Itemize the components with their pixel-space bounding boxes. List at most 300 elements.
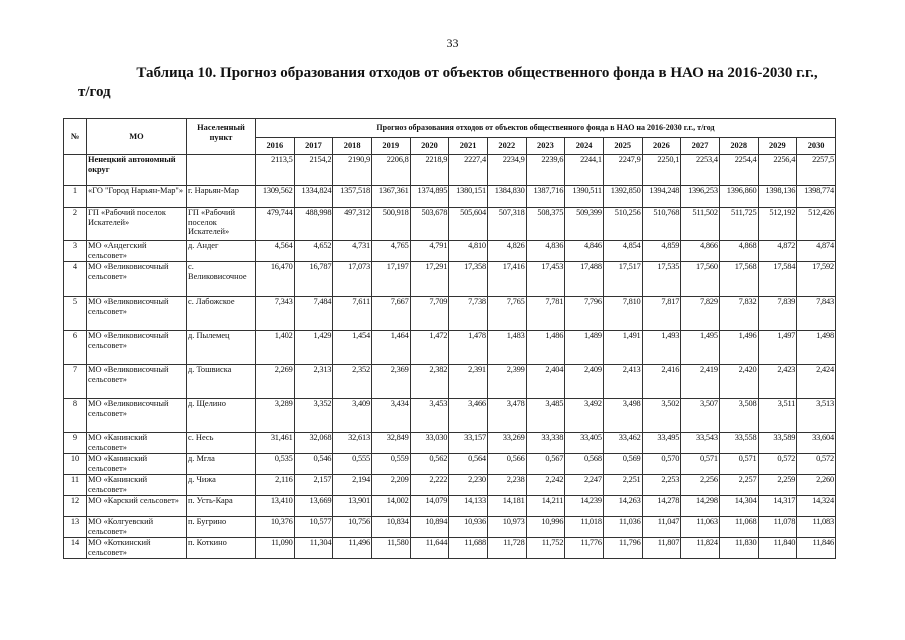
value-cell: 2,116 (256, 475, 295, 496)
value-cell: 4,866 (681, 241, 720, 262)
value-cell: 3,478 (487, 399, 526, 433)
value-cell: 2,222 (410, 475, 449, 496)
value-cell: 1,493 (642, 331, 681, 365)
year-header: 2026 (642, 138, 681, 155)
value-cell: 4,872 (758, 241, 797, 262)
value-cell: 11,752 (526, 538, 565, 559)
row-number: 10 (64, 454, 87, 475)
value-cell: 10,996 (526, 517, 565, 538)
value-cell: 4,854 (603, 241, 642, 262)
value-cell: 0,572 (797, 454, 836, 475)
value-cell: 497,312 (333, 208, 372, 241)
value-cell: 1380,151 (449, 186, 488, 208)
value-cell: 2113,5 (256, 155, 295, 186)
value-cell: 4,731 (333, 241, 372, 262)
row-number: 2 (64, 208, 87, 241)
value-cell: 7,817 (642, 297, 681, 331)
value-cell: 1,472 (410, 331, 449, 365)
value-cell: 0,562 (410, 454, 449, 475)
table-row (64, 241, 836, 262)
value-cell: 1,498 (797, 331, 836, 365)
value-cell: 1,464 (371, 331, 410, 365)
value-cell: 2,242 (526, 475, 565, 496)
municipality-cell: МО «Канинский сельсовет» (87, 475, 187, 496)
value-cell: 33,405 (565, 433, 604, 454)
value-cell: 11,824 (681, 538, 720, 559)
settlement-cell (187, 155, 256, 186)
value-cell: 10,973 (487, 517, 526, 538)
value-cell: 1398,136 (758, 186, 797, 208)
settlement-cell: д. Тошвиска (187, 365, 256, 399)
value-cell: 479,744 (256, 208, 295, 241)
settlement-cell: г. Нарьян-Мар (187, 186, 256, 208)
value-cell: 4,564 (256, 241, 295, 262)
municipality-cell: МО «Великовисочный сельсовет» (87, 399, 187, 433)
value-cell: 11,063 (681, 517, 720, 538)
value-cell: 11,090 (256, 538, 295, 559)
table-row (64, 433, 836, 454)
value-cell: 1367,361 (371, 186, 410, 208)
value-cell: 10,756 (333, 517, 372, 538)
row-number: 1 (64, 186, 87, 208)
value-cell: 4,868 (719, 241, 758, 262)
municipality-cell: МО «Великовисочный сельсовет» (87, 262, 187, 297)
value-cell: 2,420 (719, 365, 758, 399)
value-cell: 3,511 (758, 399, 797, 433)
settlement-cell: д. Чижа (187, 475, 256, 496)
value-cell: 2,157 (294, 475, 333, 496)
value-cell: 11,688 (449, 538, 488, 559)
value-cell: 505,604 (449, 208, 488, 241)
value-cell: 7,810 (603, 297, 642, 331)
value-cell: 11,728 (487, 538, 526, 559)
value-cell: 14,133 (449, 496, 488, 517)
value-cell: 33,558 (719, 433, 758, 454)
value-cell: 32,613 (333, 433, 372, 454)
value-cell: 1,489 (565, 331, 604, 365)
value-cell: 17,517 (603, 262, 642, 297)
value-cell: 14,317 (758, 496, 797, 517)
value-cell: 4,826 (487, 241, 526, 262)
value-cell: 11,078 (758, 517, 797, 538)
table-body (64, 155, 836, 559)
value-cell: 2154,2 (294, 155, 333, 186)
value-cell: 510,768 (642, 208, 681, 241)
settlement-cell: с. Несь (187, 433, 256, 454)
value-cell: 17,073 (333, 262, 372, 297)
value-cell: 1,402 (256, 331, 295, 365)
table-row (64, 399, 836, 433)
value-cell: 2,391 (449, 365, 488, 399)
value-cell: 488,998 (294, 208, 333, 241)
value-cell: 0,572 (758, 454, 797, 475)
row-number: 14 (64, 538, 87, 559)
value-cell: 1384,830 (487, 186, 526, 208)
value-cell: 17,197 (371, 262, 410, 297)
value-cell: 17,358 (449, 262, 488, 297)
value-cell: 2,238 (487, 475, 526, 496)
table-title-line-2: т/год (78, 84, 111, 100)
value-cell: 13,669 (294, 496, 333, 517)
value-cell: 33,030 (410, 433, 449, 454)
value-cell: 4,874 (797, 241, 836, 262)
value-cell: 2,269 (256, 365, 295, 399)
value-cell: 14,304 (719, 496, 758, 517)
value-cell: 13,410 (256, 496, 295, 517)
header-row (64, 119, 836, 138)
value-cell: 2,251 (603, 475, 642, 496)
value-cell: 2,416 (642, 365, 681, 399)
value-cell: 11,776 (565, 538, 604, 559)
value-cell: 11,846 (797, 538, 836, 559)
value-cell: 4,836 (526, 241, 565, 262)
value-cell: 33,269 (487, 433, 526, 454)
header-forecast: Прогноз образования отходов от объектов общественного фонда в НАО на 2016-2030 г.г., т/год (256, 119, 836, 138)
year-header: 2017 (294, 138, 333, 155)
value-cell: 14,239 (565, 496, 604, 517)
value-cell: 1398,774 (797, 186, 836, 208)
value-cell: 2,260 (797, 475, 836, 496)
value-cell: 2,256 (681, 475, 720, 496)
value-cell: 17,535 (642, 262, 681, 297)
year-header: 2021 (449, 138, 488, 155)
value-cell: 11,083 (797, 517, 836, 538)
value-cell: 16,787 (294, 262, 333, 297)
value-cell: 2227,4 (449, 155, 488, 186)
value-cell: 2244,1 (565, 155, 604, 186)
table-row (64, 365, 836, 399)
settlement-cell: с. Великовисочное (187, 262, 256, 297)
value-cell: 17,560 (681, 262, 720, 297)
value-cell: 2206,8 (371, 155, 410, 186)
value-cell: 2234,9 (487, 155, 526, 186)
year-header: 2022 (487, 138, 526, 155)
value-cell: 2,409 (565, 365, 604, 399)
value-cell: 17,592 (797, 262, 836, 297)
value-cell: 4,846 (565, 241, 604, 262)
value-cell: 2,259 (758, 475, 797, 496)
value-cell: 2247,9 (603, 155, 642, 186)
value-cell: 3,409 (333, 399, 372, 433)
value-cell: 1,497 (758, 331, 797, 365)
value-cell: 7,343 (256, 297, 295, 331)
value-cell: 508,375 (526, 208, 565, 241)
value-cell: 1387,716 (526, 186, 565, 208)
value-cell: 2,424 (797, 365, 836, 399)
value-cell: 3,485 (526, 399, 565, 433)
table-row (64, 475, 836, 496)
value-cell: 1309,562 (256, 186, 295, 208)
settlement-cell: д. Мгла (187, 454, 256, 475)
value-cell: 7,484 (294, 297, 333, 331)
value-cell: 4,810 (449, 241, 488, 262)
header-num: № (64, 119, 87, 155)
value-cell: 11,047 (642, 517, 681, 538)
value-cell: 3,492 (565, 399, 604, 433)
value-cell: 16,470 (256, 262, 295, 297)
value-cell: 0,570 (642, 454, 681, 475)
value-cell: 32,849 (371, 433, 410, 454)
value-cell: 14,263 (603, 496, 642, 517)
row-number: 8 (64, 399, 87, 433)
municipality-cell: МО «Канинский сельсовет» (87, 454, 187, 475)
year-header: 2023 (526, 138, 565, 155)
value-cell: 2,352 (333, 365, 372, 399)
value-cell: 33,589 (758, 433, 797, 454)
value-cell: 11,830 (719, 538, 758, 559)
year-header: 2016 (256, 138, 295, 155)
value-cell: 511,502 (681, 208, 720, 241)
value-cell: 33,604 (797, 433, 836, 454)
municipality-cell: МО «Канинский сельсовет» (87, 433, 187, 454)
value-cell: 7,832 (719, 297, 758, 331)
year-header: 2019 (371, 138, 410, 155)
table-title (78, 64, 858, 102)
value-cell: 3,352 (294, 399, 333, 433)
table-row (64, 262, 836, 297)
table-row (64, 538, 836, 559)
value-cell: 512,192 (758, 208, 797, 241)
value-cell: 1,491 (603, 331, 642, 365)
value-cell: 33,495 (642, 433, 681, 454)
value-cell: 2239,6 (526, 155, 565, 186)
value-cell: 2,399 (487, 365, 526, 399)
row-number (64, 155, 87, 186)
value-cell: 1334,824 (294, 186, 333, 208)
value-cell: 1,483 (487, 331, 526, 365)
value-cell: 13,901 (333, 496, 372, 517)
value-cell: 11,068 (719, 517, 758, 538)
value-cell: 14,181 (487, 496, 526, 517)
row-number: 11 (64, 475, 87, 496)
row-number: 6 (64, 331, 87, 365)
table-row (64, 454, 836, 475)
value-cell: 17,416 (487, 262, 526, 297)
value-cell: 10,577 (294, 517, 333, 538)
row-number: 5 (64, 297, 87, 331)
value-cell: 0,535 (256, 454, 295, 475)
value-cell: 14,211 (526, 496, 565, 517)
value-cell: 2256,4 (758, 155, 797, 186)
value-cell: 0,571 (719, 454, 758, 475)
value-cell: 2,257 (719, 475, 758, 496)
settlement-cell: д. Щелино (187, 399, 256, 433)
value-cell: 2190,9 (333, 155, 372, 186)
value-cell: 1,429 (294, 331, 333, 365)
page-number: 33 (446, 36, 459, 50)
value-cell: 2,209 (371, 475, 410, 496)
settlement-cell: д. Пылемец (187, 331, 256, 365)
value-cell: 33,338 (526, 433, 565, 454)
value-cell: 10,376 (256, 517, 295, 538)
table-row (64, 331, 836, 365)
value-cell: 17,488 (565, 262, 604, 297)
value-cell: 14,079 (410, 496, 449, 517)
value-cell: 2254,4 (719, 155, 758, 186)
value-cell: 1357,518 (333, 186, 372, 208)
settlement-cell: д. Андег (187, 241, 256, 262)
municipality-cell: МО «Великовисочный сельсовет» (87, 331, 187, 365)
value-cell: 3,498 (603, 399, 642, 433)
value-cell: 0,546 (294, 454, 333, 475)
year-header: 2027 (681, 138, 720, 155)
value-cell: 3,513 (797, 399, 836, 433)
row-number: 7 (64, 365, 87, 399)
value-cell: 4,765 (371, 241, 410, 262)
value-cell: 1,496 (719, 331, 758, 365)
value-cell: 14,002 (371, 496, 410, 517)
header-place: Населенный пункт (187, 119, 256, 155)
value-cell: 33,543 (681, 433, 720, 454)
value-cell: 2,230 (449, 475, 488, 496)
value-cell: 3,434 (371, 399, 410, 433)
row-number: 4 (64, 262, 87, 297)
value-cell: 7,765 (487, 297, 526, 331)
value-cell: 7,839 (758, 297, 797, 331)
table-row (64, 496, 836, 517)
value-cell: 500,918 (371, 208, 410, 241)
municipality-cell: МО «Великовисочный сельсовет» (87, 365, 187, 399)
value-cell: 2257,5 (797, 155, 836, 186)
value-cell: 33,462 (603, 433, 642, 454)
settlement-cell: ГП «Рабочий поселок Искателей» (187, 208, 256, 241)
row-number: 12 (64, 496, 87, 517)
municipality-cell: «ГО "Город Нарьян-Мар"» (87, 186, 187, 208)
value-cell: 512,426 (797, 208, 836, 241)
value-cell: 0,559 (371, 454, 410, 475)
value-cell: 1,486 (526, 331, 565, 365)
table-row (64, 155, 836, 186)
year-header: 2018 (333, 138, 372, 155)
value-cell: 7,796 (565, 297, 604, 331)
value-cell: 10,894 (410, 517, 449, 538)
settlement-cell: п. Бугрино (187, 517, 256, 538)
value-cell: 17,568 (719, 262, 758, 297)
value-cell: 10,936 (449, 517, 488, 538)
row-number: 13 (64, 517, 87, 538)
value-cell: 511,725 (719, 208, 758, 241)
year-header: 2025 (603, 138, 642, 155)
value-cell: 2,382 (410, 365, 449, 399)
table-row (64, 297, 836, 331)
value-cell: 2218,9 (410, 155, 449, 186)
value-cell: 4,791 (410, 241, 449, 262)
value-cell: 17,453 (526, 262, 565, 297)
value-cell: 14,324 (797, 496, 836, 517)
value-cell: 3,289 (256, 399, 295, 433)
municipality-cell: Ненецкий автономный округ (87, 155, 187, 186)
table-row (64, 517, 836, 538)
value-cell: 7,781 (526, 297, 565, 331)
table-row (64, 186, 836, 208)
municipality-cell: МО «Карский сельсовет» (87, 496, 187, 517)
value-cell: 7,611 (333, 297, 372, 331)
value-cell: 17,584 (758, 262, 797, 297)
value-cell: 7,843 (797, 297, 836, 331)
value-cell: 7,829 (681, 297, 720, 331)
row-number: 9 (64, 433, 87, 454)
value-cell: 3,466 (449, 399, 488, 433)
value-cell: 1396,860 (719, 186, 758, 208)
year-header: 2030 (797, 138, 836, 155)
value-cell: 2,313 (294, 365, 333, 399)
value-cell: 10,834 (371, 517, 410, 538)
header-mo: МО (87, 119, 187, 155)
value-cell: 33,157 (449, 433, 488, 454)
value-cell: 2,369 (371, 365, 410, 399)
value-cell: 0,564 (449, 454, 488, 475)
value-cell: 0,568 (565, 454, 604, 475)
value-cell: 0,566 (487, 454, 526, 475)
value-cell: 1,495 (681, 331, 720, 365)
value-cell: 0,571 (681, 454, 720, 475)
year-header: 2028 (719, 138, 758, 155)
value-cell: 11,796 (603, 538, 642, 559)
value-cell: 2,413 (603, 365, 642, 399)
value-cell: 17,291 (410, 262, 449, 297)
value-cell: 507,318 (487, 208, 526, 241)
value-cell: 14,298 (681, 496, 720, 517)
value-cell: 1394,248 (642, 186, 681, 208)
value-cell: 7,709 (410, 297, 449, 331)
value-cell: 0,567 (526, 454, 565, 475)
value-cell: 3,502 (642, 399, 681, 433)
settlement-cell: с. Лабожское (187, 297, 256, 331)
year-header: 2020 (410, 138, 449, 155)
value-cell: 14,278 (642, 496, 681, 517)
value-cell: 7,738 (449, 297, 488, 331)
value-cell: 11,496 (333, 538, 372, 559)
value-cell: 3,507 (681, 399, 720, 433)
municipality-cell: МО «Коткинский сельсовет» (87, 538, 187, 559)
value-cell: 2,194 (333, 475, 372, 496)
table-title-line-1: Таблица 10. Прогноз образования отходов от объектов общественного фонда в НАО на 2016-2030 г.г., (136, 65, 818, 81)
value-cell: 11,807 (642, 538, 681, 559)
municipality-cell: ГП «Рабочий поселок Искателей» (87, 208, 187, 241)
value-cell: 7,667 (371, 297, 410, 331)
table-row (64, 208, 836, 241)
value-cell: 32,068 (294, 433, 333, 454)
value-cell: 11,036 (603, 517, 642, 538)
value-cell: 2,253 (642, 475, 681, 496)
value-cell: 2,419 (681, 365, 720, 399)
value-cell: 11,018 (565, 517, 604, 538)
value-cell: 3,453 (410, 399, 449, 433)
municipality-cell: МО «Великовисочный сельсовет» (87, 297, 187, 331)
value-cell: 0,569 (603, 454, 642, 475)
value-cell: 2253,4 (681, 155, 720, 186)
row-number: 3 (64, 241, 87, 262)
value-cell: 503,678 (410, 208, 449, 241)
value-cell: 1,478 (449, 331, 488, 365)
value-cell: 510,256 (603, 208, 642, 241)
value-cell: 2,404 (526, 365, 565, 399)
value-cell: 0,555 (333, 454, 372, 475)
value-cell: 31,461 (256, 433, 295, 454)
value-cell: 1396,253 (681, 186, 720, 208)
settlement-cell: п. Усть-Кара (187, 496, 256, 517)
value-cell: 11,304 (294, 538, 333, 559)
settlement-cell: п. Коткино (187, 538, 256, 559)
value-cell: 2250,1 (642, 155, 681, 186)
value-cell: 11,644 (410, 538, 449, 559)
value-cell: 2,247 (565, 475, 604, 496)
value-cell: 4,652 (294, 241, 333, 262)
year-header: 2024 (565, 138, 604, 155)
value-cell: 509,399 (565, 208, 604, 241)
value-cell: 11,840 (758, 538, 797, 559)
year-header: 2029 (758, 138, 797, 155)
